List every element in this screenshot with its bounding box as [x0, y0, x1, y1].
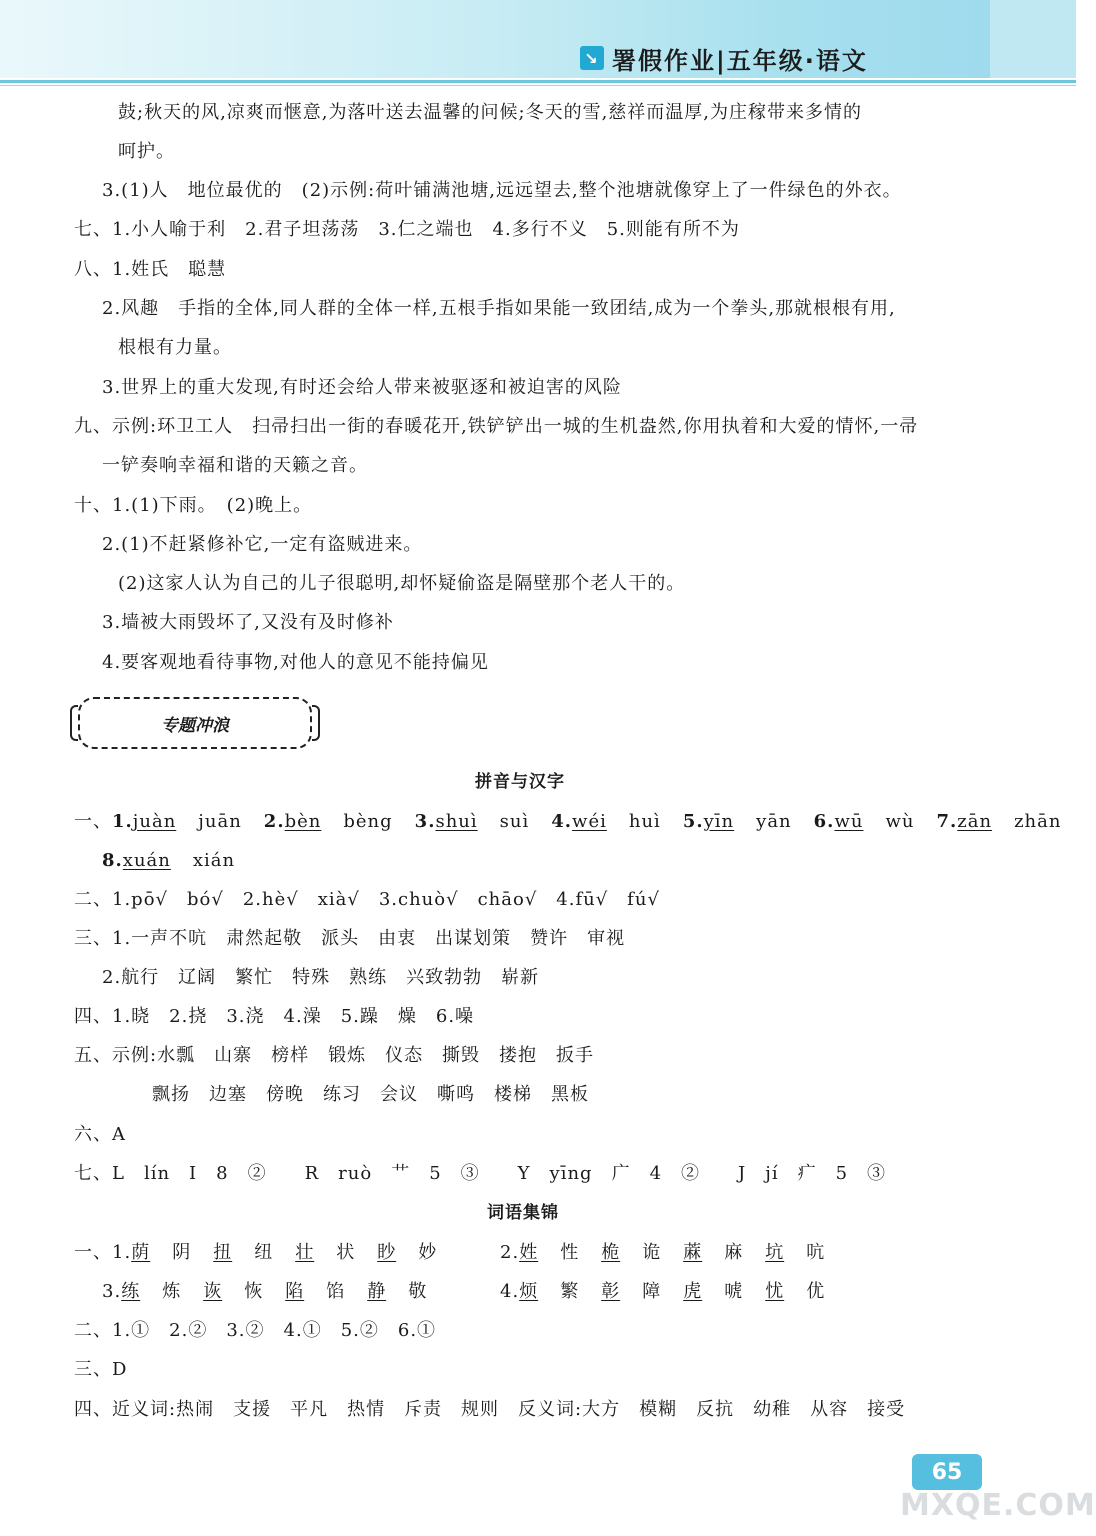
answer-line: 八、1.姓氏 聪慧: [74, 259, 227, 280]
char: 吭: [806, 1242, 826, 1263]
answer-line: 二、1.① 2.② 3.② 4.① 5.② 6.①: [74, 1320, 437, 1341]
arrow-logo-icon: ↘: [580, 46, 604, 70]
char: 障: [642, 1281, 662, 1302]
char: 唬: [724, 1281, 744, 1302]
item-num: 7.: [936, 811, 958, 832]
pinyin: bèng: [343, 811, 393, 832]
char: 敬: [408, 1281, 428, 1302]
word-row-2b: [500, 1280, 825, 1304]
pinyin: zhān: [1014, 811, 1062, 832]
char-answer: 扭: [213, 1242, 233, 1263]
item-num: 6.: [813, 811, 835, 832]
section-title: 拼音与汉字: [475, 772, 565, 792]
pinyin-row-1: [74, 810, 1061, 834]
word-row-1: [74, 1241, 437, 1265]
char: 妙: [418, 1242, 438, 1263]
char: 阴: [172, 1242, 192, 1263]
char-answer: 虎: [683, 1281, 703, 1302]
header-title-text: 署假作业|五年级·语文: [612, 46, 868, 75]
header-divider-thin: [0, 85, 1076, 86]
item-num: 2.: [500, 1242, 520, 1263]
answer-line: 2.航行 辽阔 繁忙 特殊 熟练 兴致勃勃 崭新: [102, 967, 540, 988]
item-num: 3.: [414, 811, 436, 832]
answer-line: 九、示例:环卫工人 扫帚扫出一街的春暖花开,铁铲铲出一城的生机盎然,你用执着和大爱的情怀,一帚: [74, 416, 919, 437]
char-answer: 烦: [519, 1281, 539, 1302]
page-header: [0, 0, 1076, 78]
item-num: 一、1.: [74, 1242, 132, 1263]
answer-line: 飘扬 边塞 傍晚 练习 会议 嘶鸣 楼梯 黑板: [152, 1084, 589, 1105]
pinyin-answer: wū: [834, 811, 864, 832]
pinyin-answer: bèn: [284, 811, 322, 832]
char: 状: [336, 1242, 356, 1263]
answer-line: 根根有力量。: [118, 337, 232, 358]
char: 麻: [724, 1242, 744, 1263]
item-num: 8.: [102, 850, 123, 871]
answer-line: 3.墙被大雨毁坏了,又没有及时修补: [102, 612, 394, 633]
answer-line: 2.(1)不赶紧修补它,一定有盗贼进来。: [102, 534, 423, 555]
answer-line: 2.风趣 手指的全体,同人群的全体一样,五根手指如果能一致团结,成为一个拳头,那就根根有用,: [102, 298, 896, 319]
word-row-2: [102, 1280, 427, 1304]
char-answer: 忧: [765, 1281, 785, 1302]
pinyin-row-2: [102, 849, 235, 873]
item-num: 1.: [112, 811, 133, 832]
answer-line: 4.要客观地看待事物,对他人的意见不能持偏见: [102, 652, 489, 673]
pinyin: suì: [499, 811, 530, 832]
char-answer: 诙: [203, 1281, 223, 1302]
answer-line: (2)这家人认为自己的儿子很聪明,却怀疑偷盗是隔壁那个老人干的。: [118, 573, 686, 594]
pinyin-answer: xuán: [122, 850, 171, 871]
char-answer: 彰: [601, 1281, 621, 1302]
pinyin: xián: [192, 850, 236, 871]
item-num: 2.: [263, 811, 285, 832]
char-answer: 壮: [295, 1242, 315, 1263]
pinyin: wù: [885, 811, 915, 832]
char-answer: 眇: [377, 1242, 397, 1263]
pinyin-answer: juàn: [132, 811, 177, 832]
answer-line: 鼓;秋天的风,凉爽而惬意,为落叶送去温馨的问候;冬天的雪,慈祥而温厚,为庄稼带来多情的: [118, 102, 863, 123]
answer-line: 3.世界上的重大发现,有时还会给人带来被驱逐和被迫害的风险: [102, 377, 622, 398]
item-num: 4.: [551, 811, 573, 832]
answer-line: 呵护。: [118, 141, 175, 162]
char: 馅: [326, 1281, 346, 1302]
watermark-logo: MXQE.COM: [900, 1488, 1096, 1523]
char: 炼: [162, 1281, 182, 1302]
char-answer: 桅: [601, 1242, 621, 1263]
special-topic-banner: [78, 697, 312, 749]
section-title: 词语集锦: [487, 1203, 559, 1223]
word-row-1b: [500, 1241, 825, 1265]
char-answer: 静: [367, 1281, 387, 1302]
question-label: 一、: [74, 811, 112, 832]
char: 纽: [254, 1242, 274, 1263]
answer-line: 七、1.小人喻于利 2.君子坦荡荡 3.仁之端也 4.多行不义 5.则能有所不为: [74, 219, 740, 240]
char: 诡: [642, 1242, 662, 1263]
answer-line: 二、1.pō√ bó√ 2.hè√ xià√ 3.chuò√ chāo√ 4.fū√ fú√: [74, 889, 660, 910]
page-number: 65: [912, 1454, 982, 1490]
answer-line: 六、A: [74, 1124, 126, 1145]
answer-line: 四、近义词:热闹 支援 平凡 热情 斥责 规则 反义词:大方 模糊 反抗 幼稚 从容 接受: [74, 1399, 906, 1420]
pinyin: juān: [198, 811, 242, 832]
char: 繁: [560, 1281, 580, 1302]
item-num: 4.: [500, 1281, 520, 1302]
char-answer: 姓: [519, 1242, 539, 1263]
item-num: 3.: [102, 1281, 122, 1302]
header-tab: [990, 0, 1076, 78]
char-answer: 荫: [131, 1242, 151, 1263]
header-title: [580, 40, 868, 76]
answer-line: 三、1.一声不吭 肃然起敬 派头 由衷 出谋划策 赞许 审视: [74, 928, 626, 949]
answer-line: 一铲奏响幸福和谐的天籁之音。: [102, 455, 368, 476]
pinyin-answer: wéi: [572, 811, 607, 832]
char-answer: 练: [121, 1281, 141, 1302]
answer-line: 3.(1)人 地位最优的 (2)示例:荷叶铺满池塘,远远望去,整个池塘就像穿上了一件绿色的外衣。: [102, 180, 902, 201]
answer-line: 五、示例:水瓢 山寨 榜样 锻炼 仪态 撕毁 搂抱 扳手: [74, 1045, 595, 1066]
char-answer: 蔴: [683, 1242, 703, 1263]
pinyin-answer: yīn: [703, 811, 735, 832]
item-num: 5.: [682, 811, 704, 832]
special-topic-title: 专题冲浪: [161, 715, 229, 736]
char: 恢: [244, 1281, 264, 1302]
answer-line: 十、1.(1)下雨。 (2)晚上。: [74, 495, 313, 516]
pinyin-answer: zān: [957, 811, 993, 832]
char: 优: [806, 1281, 826, 1302]
answer-line: 四、1.晓 2.挠 3.浇 4.澡 5.躁 燥 6.噪: [74, 1006, 475, 1027]
answer-line: 三、D: [74, 1359, 128, 1380]
char: 性: [560, 1242, 580, 1263]
char-answer: 坑: [765, 1242, 785, 1263]
pinyin: huì: [628, 811, 661, 832]
pinyin-answer: shuì: [435, 811, 478, 832]
pinyin: yān: [756, 811, 792, 832]
char-answer: 陷: [285, 1281, 305, 1302]
header-divider: [0, 80, 1076, 83]
answer-line: 七、L lín Ⅰ 8 ② R ruò 艹 5 ③ Y yīng 广 4 ② J jí 疒 5 ③: [74, 1163, 887, 1184]
